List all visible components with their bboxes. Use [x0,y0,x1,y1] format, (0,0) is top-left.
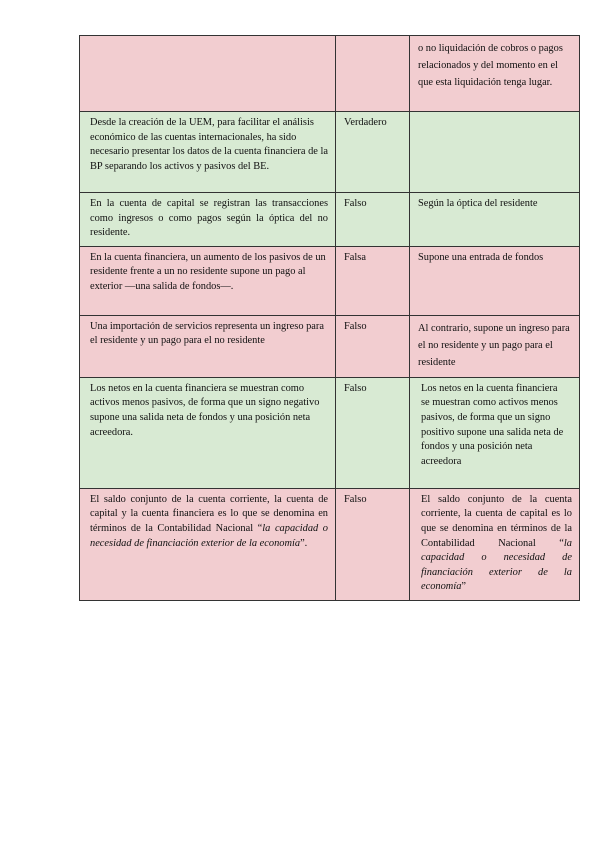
table-row [80,488,580,600]
answer-cell: Falso [336,193,410,247]
table-row [80,112,580,193]
true-false-table [79,35,580,601]
explanation-quote-end: ” [461,581,467,593]
statement-quote-end: ”. [300,537,308,549]
statement-cell [80,488,336,600]
answer-cell: Falso [336,315,410,377]
explanation-cell: o no liquidación de cobros o pagos relacionados y del momento en el que esta liquidación tenga lugar. [410,36,580,112]
answer-cell [336,36,410,112]
statement-cell [80,36,336,112]
table-row [80,246,580,315]
table-row [80,36,580,112]
statement-cell: Desde la creación de la UEM, para facilitar el análisis económico de las cuentas internacionales, ha sido necesario presentar los datos de la cuenta financiera de la BP separando los activos y pasivos del BE. [80,112,336,193]
explanation-text: El saldo conjunto de la cuenta corriente, la cuenta de capital es lo que se denomina en términos de la Contabilidad Nacional “ [421,493,572,549]
explanation-quote: la capacidad o necesidad de financiación exterior de la economía [421,537,572,593]
explanation-cell [410,112,580,193]
statement-cell: Una importación de servicios representa un ingreso para el residente y un pago para el no residente [80,315,336,377]
statement-cell: En la cuenta de capital se registran las transacciones como ingresos o como pagos según la óptica del no residente. [80,193,336,247]
answer-cell: Falso [336,377,410,488]
table-row [80,377,580,488]
explanation-cell: Según la óptica del residente [410,193,580,247]
answer-cell: Falso [336,488,410,600]
statement-quote: la capacidad o necesidad de financiación exterior de la economía [90,522,328,549]
table-row [80,193,580,247]
table-row [80,315,580,377]
explanation-cell: Los netos en la cuenta financiera se muestran como activos menos pasivos, de forma que un signo positivo supone una salida neta de fondos y una posición neta acreedora [410,377,580,488]
answer-cell: Falsa [336,246,410,315]
statement-cell: Los netos en la cuenta financiera se muestran como activos menos pasivos, de forma que un signo negativo supone una salida neta de fondos y una posición neta acreedora. [80,377,336,488]
answer-cell: Verdadero [336,112,410,193]
statement-text: El saldo conjunto de la cuenta corriente, la cuenta de capital y la cuenta financiera es lo que se denomina en términos de la Contabilidad Nacional “ [90,493,328,534]
statement-cell: En la cuenta financiera, un aumento de los pasivos de un residente frente a un no residente supone un pago al exterior —una salida de fondos—. [80,246,336,315]
explanation-cell [410,488,580,600]
explanation-cell: Al contrario, supone un ingreso para el no residente y un pago para el residente [410,315,580,377]
explanation-cell: Supone una entrada de fondos [410,246,580,315]
